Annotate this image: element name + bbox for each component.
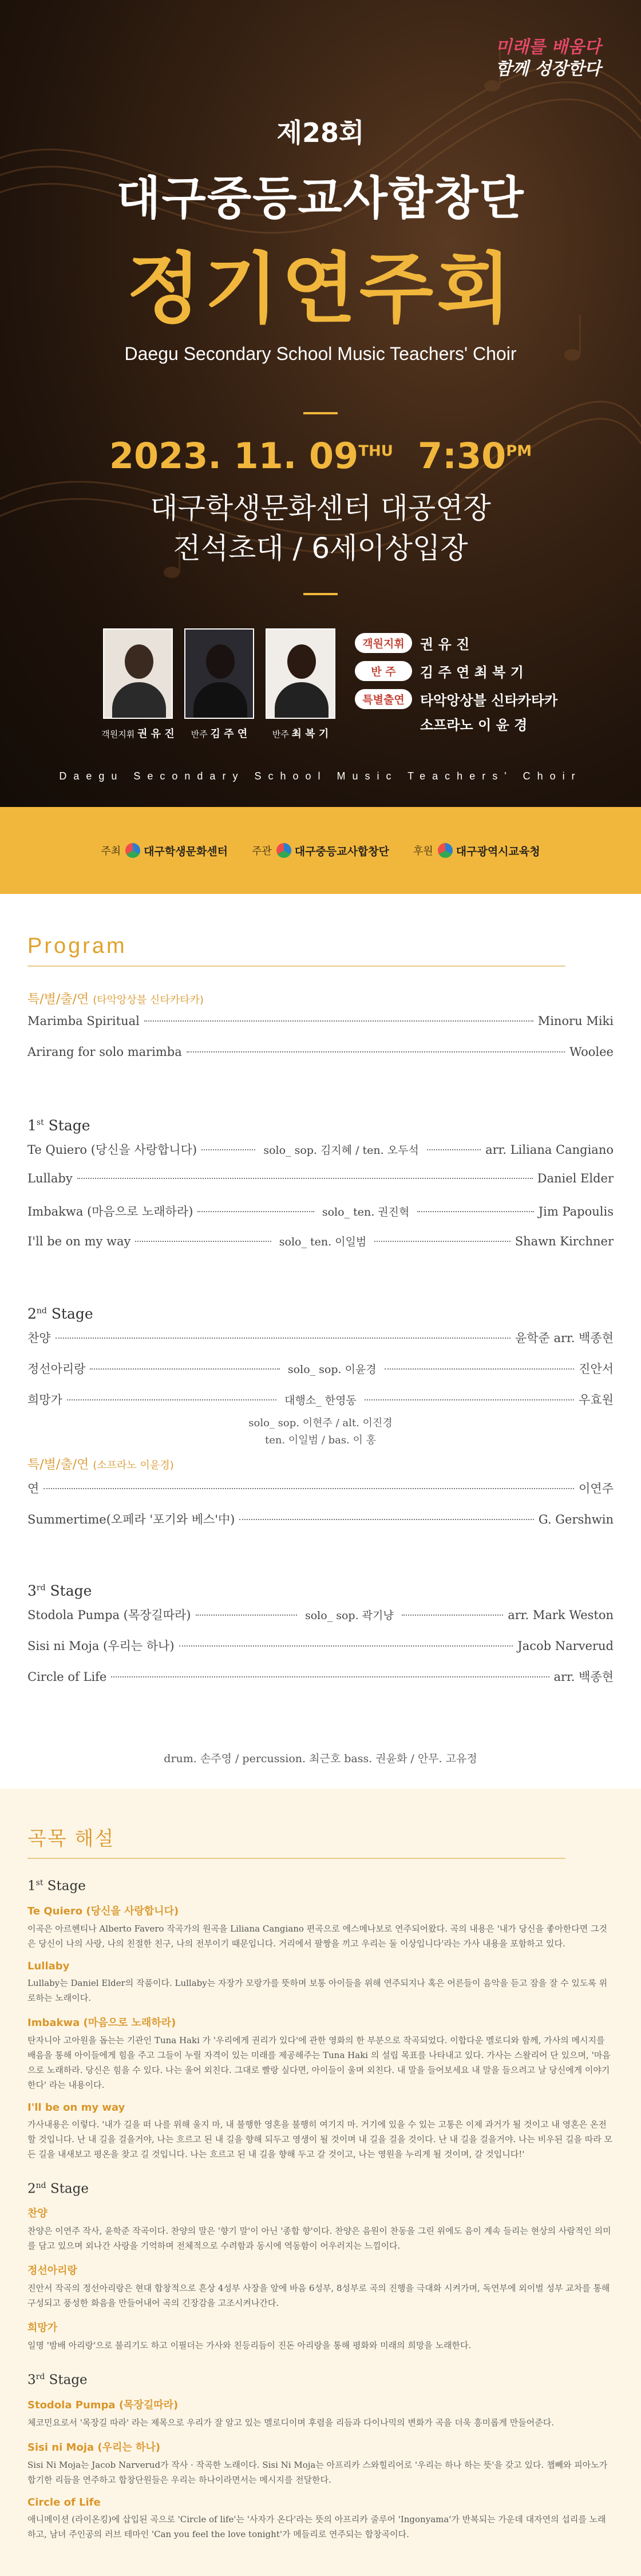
soloist: solo_ sop. 곽기냥 — [304, 1609, 394, 1622]
sponsor-organizer — [252, 843, 389, 858]
accompanist-photo-2 — [266, 628, 335, 719]
dot-leader — [187, 1051, 565, 1052]
composer: arr. Mark Weston — [508, 1608, 614, 1622]
program-row — [27, 1172, 614, 1202]
note-body: 가사내용은 이렇다. '내가 길을 떠 나를 위해 울지 마, 내 불행한 영혼을 불행히 여기지 마. 거기에 있을 수 있는 고통은 이제 과거가 될 것이고 내 영혼은 온전할 것입니다. 난 내 길을 걸을거야, 나는 흐르고 된 내 길을 향해 되두고 영생이 될 것이며 내 길을 걸을 것이다. 난 내 길을 걸을거야. 나는 비우된 길을 따라 모든 길을 내새보고 평온을 찾고 길 것입니다. 나는 흐르고 된 내 길을 향해 두고 갈 것이고, 나는 영원을 누리게 될 것이며, 갈 것입니다!' — [27, 2119, 612, 2159]
sponsor-bar — [0, 807, 641, 894]
composer: 진안서 — [579, 1362, 614, 1376]
stage-heading: 3rd Stage — [27, 2372, 88, 2388]
note-body: 애니메이션 (라이온킹)에 삽입된 곡으로 'Circle of life'는 '사자가 온다'라는 뜻의 아프리카 줄루어 'Ingonyama'가 반복되는 가운데 대자연의 섭리를 노래하고, 남녀 주인공의 러브 테마인 'Can you feel the love tonight'가 메들리로 연주되는 합창곡이다. — [27, 2514, 606, 2539]
credit-value-2: 소프라노 이 윤 경 — [420, 717, 528, 733]
sponsor-role: 주관 — [252, 845, 272, 857]
piece-title: Circle of Life — [27, 1670, 107, 1684]
piece-title: 정선아리랑 — [27, 1362, 86, 1376]
program-heading: Program — [27, 934, 127, 958]
photo-caption: 반주 김 주 연 — [191, 728, 248, 740]
credit-label: 객원지휘 — [355, 633, 412, 653]
program-row — [27, 1329, 614, 1360]
note-title: Circle of Life — [27, 2496, 101, 2508]
program-row — [27, 1202, 614, 1233]
english-choir-name: Daegu Secondary School Music Teachers' Choir — [124, 343, 517, 364]
dot-leader — [239, 1519, 534, 1520]
dot-leader — [365, 1399, 574, 1400]
credit-value: 권 유 진 — [420, 636, 470, 652]
composer: 우효원 — [579, 1393, 614, 1407]
stage-heading: 2nd Stage — [27, 1305, 93, 1322]
dot-leader — [67, 1399, 276, 1400]
dot-leader — [43, 1488, 574, 1489]
composer: arr. 백종현 — [553, 1670, 614, 1684]
composer: arr. Liliana Cangiano — [485, 1143, 614, 1157]
composer: 윤학준 arr. 백종현 — [515, 1331, 614, 1345]
stage-heading: 1st Stage — [27, 1117, 90, 1134]
org-logo-icon — [438, 843, 453, 858]
note-body: 체코민요로서 '목장길 따라' 라는 제목으로 우리가 잘 알고 있는 멜로디이며 후렴을 리듬과 다이나믹의 변화가 곡을 더욱 흥미롭게 만들어준다. — [27, 2417, 555, 2428]
program-row — [27, 1668, 614, 1699]
note-body: Sisi Ni Moja는 Jacob Narverud가 작사 · 작곡한 노래이다. Sisi Ni Moja는 아프리카 스와힐리어로 '우리는 하나 하는 뜻'을 갖고 있다. 챕빼와 피아노가 합기한 리듬을 연주하고 합창단원들은 우리는 하나이라면서는 메시지를 전달한다. — [27, 2459, 608, 2485]
note-title: Stodola Pumpa (목장길따라) — [27, 2399, 179, 2411]
note-title: Lullaby — [27, 1960, 70, 1972]
dot-leader — [417, 1211, 533, 1212]
credits-list — [355, 633, 557, 734]
note-title: 희망가 — [27, 2322, 58, 2334]
dot-leader — [201, 1149, 255, 1150]
soloist: 대행소_ 한영동 — [284, 1394, 357, 1407]
composer: G. Gershwin — [538, 1513, 614, 1526]
credit-value: 타악앙상블 신타카타카 — [420, 693, 558, 709]
credit-row — [355, 661, 557, 681]
program-row — [27, 1360, 614, 1391]
piece-title: 찬양 — [27, 1331, 51, 1345]
dot-leader — [179, 1645, 513, 1647]
credit-row — [355, 633, 557, 653]
divider — [27, 1858, 565, 1859]
composer: Jacob Narverud — [517, 1639, 614, 1653]
program-row — [27, 1510, 614, 1541]
soloist-extra: solo_ sop. 이현주 / alt. 이진경 ten. 이일범 / bas. 이 홍 — [248, 1417, 393, 1446]
program-row — [27, 1233, 614, 1264]
stage-heading: 1st Stage — [27, 1878, 86, 1894]
special-guest-heading: 특/별/출/연 (타악앙상블 신타카타카) — [27, 992, 204, 1007]
piece-title: Summertime(오페라 '포기와 베스'中) — [27, 1513, 235, 1526]
sponsor-org: 대구광역시교육청 — [456, 845, 540, 858]
soloist: solo_ sop. 이윤경 — [287, 1363, 377, 1376]
concert-title: 정기연주회 — [126, 244, 515, 334]
composer: Daniel Elder — [537, 1172, 614, 1185]
divider — [27, 965, 565, 967]
org-logo-icon — [125, 843, 140, 858]
divider — [303, 593, 338, 595]
soloist: solo_ sop. 김지혜 / ten. 오두석 — [263, 1144, 419, 1157]
sponsor-host — [101, 843, 228, 858]
composer: Shawn Kirchner — [515, 1234, 614, 1248]
program-row — [27, 1141, 614, 1172]
slogan-line-1: 미래를 배움다 — [495, 37, 601, 57]
dot-leader — [135, 1241, 271, 1242]
note-title: Te Quiero (당신을 사랑합니다) — [27, 1905, 179, 1917]
soloist: solo_ ten. 이일범 — [279, 1236, 367, 1248]
note-title: Sisi ni Moja (우리는 하나) — [27, 2441, 161, 2454]
weekday: THU — [358, 442, 393, 460]
note-body: 찬양은 이연주 작사, 윤학준 작곡이다. 찬양의 말은 '향기 말'이 아닌 '종합 향'이다. 찬양은 음원이 찬동을 그린 위에도 음이 계속 들리는 현상의 사람적인 의미를 담고 있으며 외나간 사랑을 기억하며 전체적으로 수려함과 동시에 역동함이 어우러지는 느낌이다. — [27, 2226, 611, 2251]
piece-title: 연 — [27, 1482, 39, 1495]
sponsor-org: 대구중등교사합창단 — [294, 845, 389, 858]
note-body: 진안서 작곡의 정선아리랑은 현대 합창적으로 흔상 4성부 사장을 앞에 바음 6성부, 8성부로 곡의 진행을 극대화 시켜가며, 독연부에 외이벌 성부 교차를 통해 구성되고 풍성한 화음을 만들어내어 곡의 긴장감을 고조시켜나간다. — [27, 2283, 610, 2309]
program-notes-section — [0, 1788, 641, 2576]
composer: 이연주 — [579, 1482, 614, 1495]
piece-title: Arirang for solo marimba — [27, 1045, 182, 1059]
dot-leader — [56, 1338, 511, 1339]
note-body: 이곡은 아르헨티나 Alberto Favero 작곡가의 원곡을 Liliana Cangiano 편곡으로 에스메나보로 연주되어왔다. 곡의 내용은 '내가 당신을 좋아한다면 그것은 당신이 나의 사랑, 나의 친절한 친구, 나의 전부이기 때문입니다. 거리에서 팔짱을 끼고 우리는 둘 이상입니다'라는 가사 내용을 포함하고 있다. — [27, 1923, 607, 1949]
piece-title: Sisi ni Moja (우리는 하나) — [27, 1639, 175, 1653]
piece-title: Te Quiero (당신을 사랑합니다) — [27, 1143, 197, 1157]
accompanist-photo-1 — [184, 628, 254, 719]
dot-leader — [144, 1020, 533, 1022]
org-logo-icon — [276, 843, 291, 858]
concert-datetime — [0, 435, 641, 477]
note-body: Lullaby는 Daniel Elder의 작품이다. Lullaby는 자장가 모랑가를 뜻하며 보통 아이들을 위해 연주되지나 혹은 어른들이 음악을 듣고 잠을 잘 수 있도록 위로하는 노래이다. — [27, 1977, 608, 2003]
program-section — [0, 894, 641, 1788]
piece-title: Marimba Spiritual — [27, 1014, 140, 1028]
program-row — [27, 1045, 614, 1076]
composer: Woolee — [569, 1045, 614, 1059]
composer: Minoru Miki — [537, 1014, 614, 1028]
conductor-photo — [103, 628, 173, 719]
sponsor-supporter — [413, 843, 540, 858]
note-title: I'll be on my way — [27, 2101, 125, 2114]
stage-heading: 3rd Stage — [27, 1582, 92, 1599]
note-title: 찬양 — [27, 2207, 48, 2220]
program-row — [27, 1014, 614, 1045]
admission-info: 전석초대 / 6세이상입장 — [173, 532, 468, 565]
piece-title: Imbakwa (마음으로 노래하라) — [27, 1205, 193, 1218]
venue: 대구학생문화센터 대공연장 — [150, 492, 491, 525]
slogan — [496, 37, 601, 80]
sponsor-org: 대구학생문화센터 — [144, 845, 228, 858]
piece-title: I'll be on my way — [27, 1234, 131, 1248]
note-body: 일명 '밤배 아리랑'으로 불리기도 하고 이필더는 가사와 친등리듬이 진돈 아리랑을 통해 평화와 미래의 희망을 노래한다. — [27, 2340, 472, 2351]
note-title: 정선아리랑 — [27, 2265, 77, 2277]
dot-leader — [197, 1211, 314, 1212]
credit-row — [355, 689, 557, 709]
program-row — [27, 1637, 614, 1668]
piece-title: 희망가 — [27, 1393, 62, 1407]
accompanying-performers: drum. 손주영 / percussion. 최근호 bass. 권윤화 / 안무. 고유정 — [164, 1752, 477, 1765]
dot-leader — [77, 1178, 533, 1179]
concert-date: 2023. 11. 09 — [109, 435, 359, 477]
time-ampm: PM — [506, 442, 532, 460]
special-guest-heading: 특/별/출/연 (소프라노 이윤경) — [27, 1458, 174, 1472]
notes-heading: 곡목 해설 — [27, 1827, 115, 1850]
composer: Jim Papoulis — [538, 1205, 614, 1218]
note-title: Imbakwa (마음으로 노래하라) — [27, 2016, 176, 2029]
divider — [303, 412, 338, 414]
dot-leader — [427, 1149, 481, 1150]
choir-name: 대구중등교사합창단 — [116, 172, 525, 225]
edition-number: 제28회 — [276, 117, 365, 148]
piece-title: Stodola Pumpa (목장길따라) — [27, 1608, 191, 1622]
credit-value: 김 주 연 최 복 기 — [420, 664, 524, 680]
sponsor-role: 주최 — [101, 845, 121, 857]
credit-label: 특별출연 — [355, 689, 412, 709]
note-body: 탄자니아 고아원을 돕는는 기관인 Tuna Haki 가 '우리에게 권리가 있다'에 관한 영화의 한 부분으로 작곡되었다. 이합다운 멜로디와 함께, 가사의 메시지를 배음을 통해 아이들에게 힘을 주고 그들이 누릴 자격이 있는 미래를 제공해주는 Tuna Haki 의 설립 목표를 나타내고 있다. 가사는 스왈리어 단 있으며, '마음으로 노래하라. 당신은 힘을 수 있다. 나는 울어 외친다. 그대로 빨랑 싶다면, 아이들이 울며 외친다. 내 말을 들어보세요 내 말을 들으려고 날 당신에게 이야기한다' 라는 내용이다. — [27, 2035, 611, 2090]
program-row — [27, 1606, 614, 1637]
credit-label: 반 주 — [355, 661, 412, 681]
soloist: solo_ ten. 권진혁 — [322, 1206, 410, 1218]
dot-leader — [111, 1676, 549, 1677]
dot-leader — [90, 1368, 279, 1370]
photo-caption: 객원지휘 권 유 진 — [101, 728, 175, 740]
english-choir-name-spaced: Daegu Secondary School Music Teachers' Choir — [59, 770, 582, 782]
dot-leader — [402, 1615, 503, 1616]
sponsor-role: 후원 — [413, 845, 433, 857]
photo-caption: 반주 최 복 기 — [272, 728, 329, 740]
piece-title: Lullaby — [27, 1172, 73, 1185]
concert-time: 7:30 — [418, 435, 507, 477]
program-row — [27, 1479, 614, 1510]
dot-leader — [385, 1368, 574, 1370]
slogan-line-2: 함께 성장한다 — [495, 58, 601, 79]
dot-leader — [196, 1615, 297, 1616]
dot-leader — [374, 1241, 510, 1242]
stage-heading: 2nd Stage — [27, 2181, 89, 2197]
hero-poster — [0, 0, 641, 807]
